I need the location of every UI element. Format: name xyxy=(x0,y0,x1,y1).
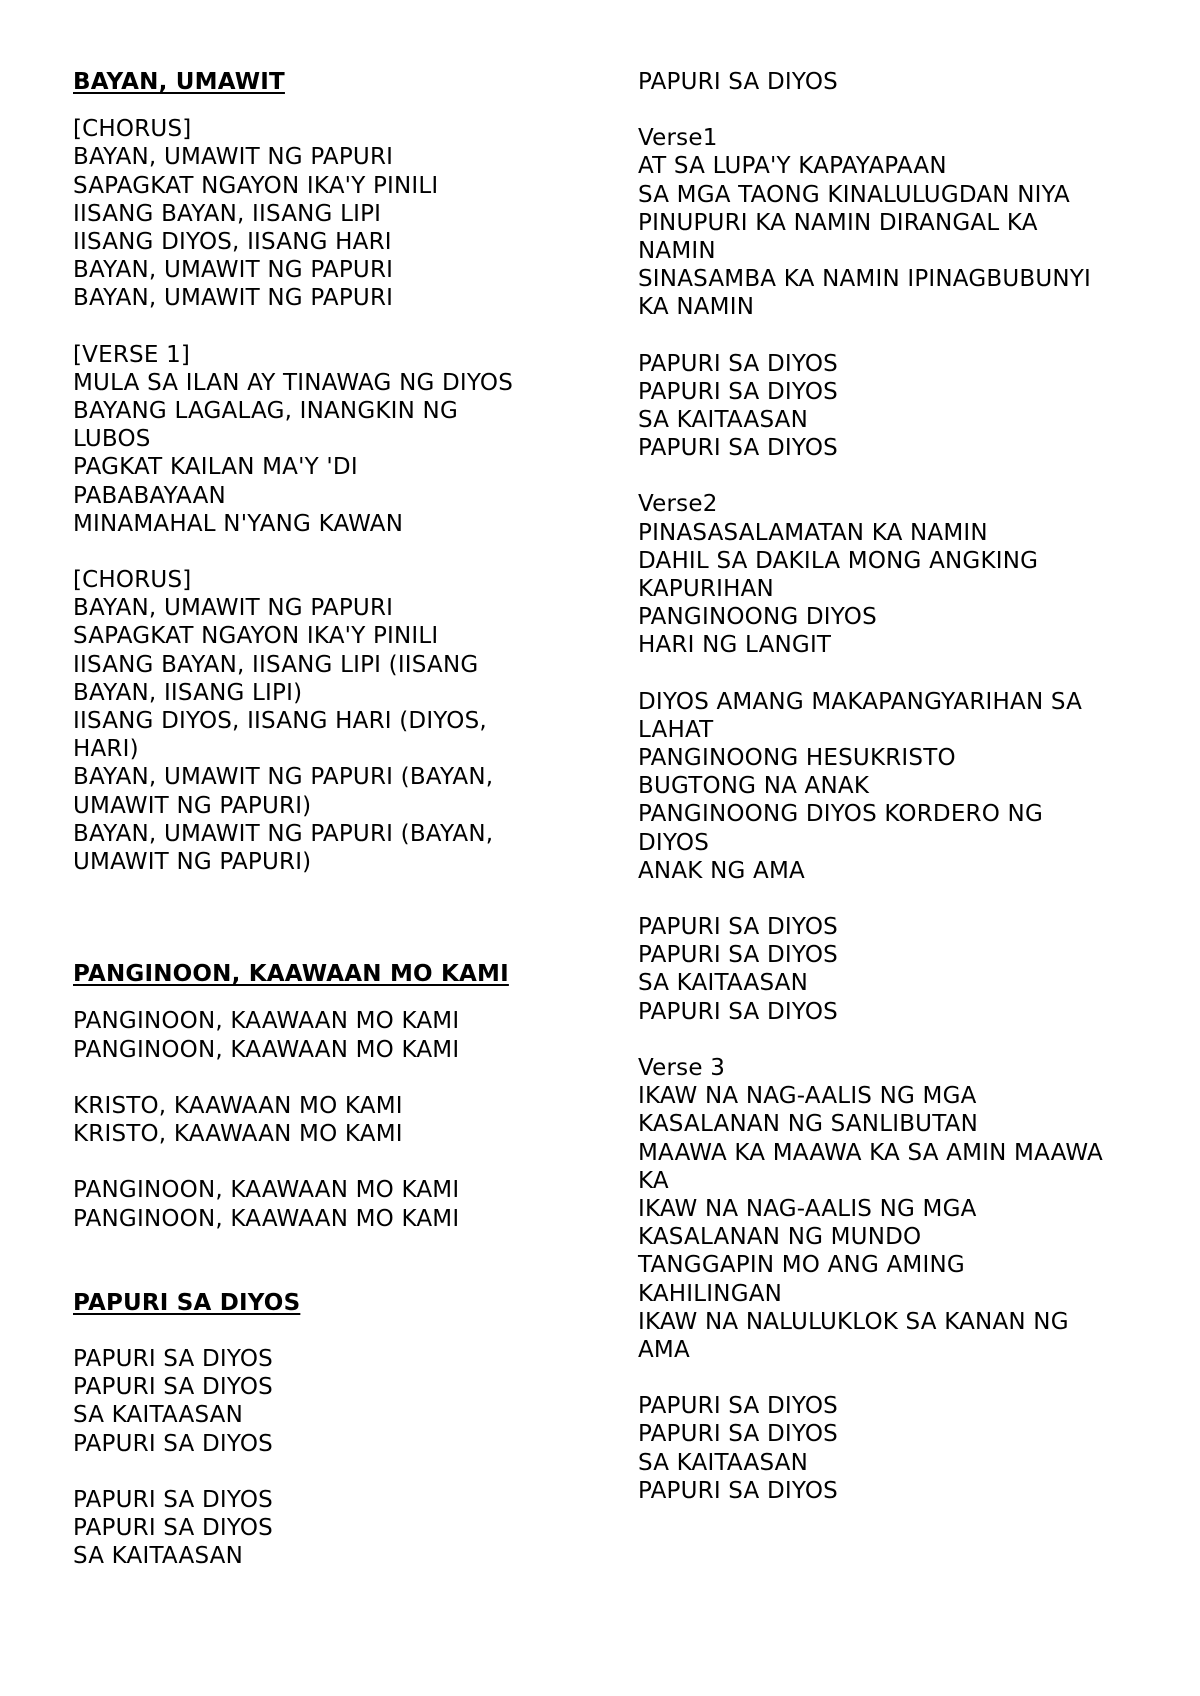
stanza-verse-2b xyxy=(638,688,1158,885)
lyric-line: DIYOS AMANG MAKAPANGYARIHAN SA xyxy=(638,688,1083,715)
lyric-line: PAPURI SA DIYOS xyxy=(73,1374,273,1401)
lyric-line: PAPURI SA DIYOS xyxy=(638,1393,838,1420)
stanza-refrain xyxy=(638,350,1158,463)
lyric-line: IISANG BAYAN, IISANG LIPI xyxy=(73,200,382,227)
lyric-line: BAYAN, IISANG LIPI) xyxy=(73,679,303,706)
lyric-line: BAYAN, UMAWIT NG PAPURI (BAYAN, xyxy=(73,764,494,791)
stanza xyxy=(73,1007,593,1063)
stanza-chorus-1 xyxy=(73,115,593,312)
lyric-line: SA KAITAASAN xyxy=(73,1402,244,1429)
lyric-line: UMAWIT NG PAPURI) xyxy=(73,792,312,819)
lyric-line: PAPURI SA DIYOS xyxy=(638,1477,838,1504)
stanza-chorus-2 xyxy=(73,566,593,876)
lyric-line: IISANG DIYOS, IISANG HARI (DIYOS, xyxy=(73,708,487,735)
lyric-line: [CHORUS] xyxy=(73,116,192,143)
song-title-bayan-umawit: BAYAN, UMAWIT xyxy=(73,69,285,95)
lyric-line: PAPURI SA DIYOS xyxy=(638,350,838,377)
lyric-line: BAYAN, UMAWIT NG PAPURI xyxy=(73,595,394,622)
lyric-line: SA KAITAASAN xyxy=(638,407,809,434)
lyric-line: AMA xyxy=(638,1336,690,1363)
lyric-line: BAYAN, UMAWIT NG PAPURI (BAYAN, xyxy=(73,820,494,847)
lyric-line: MINAMAHAL N'YANG KAWAN xyxy=(73,510,404,537)
verse-label: Verse1 xyxy=(638,125,718,152)
verse-label: Verse 3 xyxy=(638,1054,726,1081)
lyric-line: PAPURI SA DIYOS xyxy=(73,1430,273,1457)
stanza xyxy=(73,1176,593,1232)
lyric-line: PABABAYAAN xyxy=(73,482,226,509)
lyric-line: MAAWA KA MAAWA KA SA AMIN MAAWA xyxy=(638,1139,1103,1166)
lyric-line: HARI NG LANGIT xyxy=(638,632,832,659)
lyric-line: SA KAITAASAN xyxy=(73,1543,244,1570)
stanza-refrain xyxy=(638,913,1158,1026)
lyric-line: [CHORUS] xyxy=(73,567,192,594)
lyric-line: PAPURI SA DIYOS xyxy=(638,435,838,462)
lyric-line: PAPURI SA DIYOS xyxy=(73,1345,273,1372)
stanza-refrain xyxy=(638,1392,1158,1505)
lyric-line: KA xyxy=(638,1167,669,1194)
lyric-line: PAPURI SA DIYOS xyxy=(638,378,838,405)
song-title-panginoon-kaawaan: PANGINOON, KAAWAAN MO KAMI xyxy=(73,961,509,988)
lyric-line: SINASAMBA KA NAMIN IPINAGBUBUNYI xyxy=(638,266,1092,293)
lyric-line: SA KAITAASAN xyxy=(638,970,809,997)
lyric-line: IKAW NA NAG-AALIS NG MGA xyxy=(638,1195,977,1222)
lyric-line: TANGGAPIN MO ANG AMING xyxy=(638,1252,965,1279)
verse-label: Verse2 xyxy=(638,491,718,518)
lyric-line: PANGINOONG DIYOS KORDERO NG xyxy=(638,801,1043,828)
lyric-line: PANGINOON, KAAWAAN MO KAMI xyxy=(73,1205,460,1232)
right-column xyxy=(638,68,1158,1505)
lyric-line: NAMIN xyxy=(638,238,716,265)
stanza-verse-1 xyxy=(73,341,593,538)
lyric-line: PAPURI SA DIYOS xyxy=(638,998,838,1025)
lyric-line: KRISTO, KAAWAAN MO KAMI xyxy=(73,1092,403,1119)
lyric-line: KASALANAN NG SANLIBUTAN xyxy=(638,1111,979,1138)
lyric-line: PAPURI SA DIYOS xyxy=(73,1486,273,1513)
lyric-line: PINUPURI KA NAMIN DIRANGAL KA xyxy=(638,209,1038,236)
stanza xyxy=(73,1486,593,1571)
lyric-line: IKAW NA NAG-AALIS NG MGA xyxy=(638,1083,977,1110)
lyric-line: PANGINOON, KAAWAAN MO KAMI xyxy=(73,1008,460,1035)
lyric-line: DIYOS xyxy=(638,829,709,856)
left-column xyxy=(73,68,593,1570)
lyric-line: SA KAITAASAN xyxy=(638,1449,809,1476)
lyric-line: [VERSE 1] xyxy=(73,341,191,368)
stanza-verse-2 xyxy=(638,490,1158,659)
lyric-line: UMAWIT NG PAPURI) xyxy=(73,849,312,876)
lyric-line: PAPURI SA DIYOS xyxy=(638,1421,838,1448)
lyric-line: KAHILINGAN xyxy=(638,1280,783,1307)
lyric-line: BAYAN, UMAWIT NG PAPURI xyxy=(73,144,394,171)
stanza-verse-1 xyxy=(638,124,1158,321)
lyric-line: SAPAGKAT NGAYON IKA'Y PINILI xyxy=(73,172,439,199)
stanza-verse-3 xyxy=(638,1054,1158,1364)
lyric-line: KRISTO, KAAWAAN MO KAMI xyxy=(73,1121,403,1148)
lyric-line: HARI) xyxy=(73,736,139,763)
lyric-line: IISANG BAYAN, IISANG LIPI (IISANG xyxy=(73,651,479,678)
lyric-line: BAYANG LAGALAG, INANGKIN NG xyxy=(73,398,458,425)
lyric-line: SA MGA TAONG KINALULUGDAN NIYA xyxy=(638,181,1070,208)
lyric-line: AT SA LUPA'Y KAPAYAPAAN xyxy=(638,153,947,180)
song-title-papuri-sa-diyos: PAPURI SA DIYOS xyxy=(73,1289,301,1316)
lyric-line: IKAW NA NALULUKLOK SA KANAN NG xyxy=(638,1308,1069,1335)
lyric-line: BAYAN, UMAWIT NG PAPURI xyxy=(73,285,394,312)
lyric-line: PAPURI SA DIYOS xyxy=(638,942,838,969)
lyric-line: LAHAT xyxy=(638,716,714,743)
lyric-line: PANGINOON, KAAWAAN MO KAMI xyxy=(73,1177,460,1204)
lyric-line: PANGINOONG DIYOS xyxy=(638,604,877,631)
lyric-line: PAPURI SA DIYOS xyxy=(73,1514,273,1541)
lyric-line: PAPURI SA DIYOS xyxy=(638,914,838,941)
stanza xyxy=(73,1345,593,1458)
lyric-line: SAPAGKAT NGAYON IKA'Y PINILI xyxy=(73,623,439,650)
lyric-line: PANGINOONG HESUKRISTO xyxy=(638,745,956,772)
lyric-line: IISANG DIYOS, IISANG HARI xyxy=(73,229,392,256)
lyric-line: KASALANAN NG MUNDO xyxy=(638,1224,922,1251)
lyric-line: PANGINOON, KAAWAAN MO KAMI xyxy=(73,1036,460,1063)
lyric-line: DAHIL SA DAKILA MONG ANGKING xyxy=(638,547,1039,574)
lyric-line: KAPURIHAN xyxy=(638,576,774,603)
lyric-line: MULA SA ILAN AY TINAWAG NG DIYOS xyxy=(73,369,514,396)
lyric-line: LUBOS xyxy=(73,426,151,453)
lyric-line: KA NAMIN xyxy=(638,294,755,321)
lyric-line: PAPURI SA DIYOS xyxy=(638,69,838,95)
lyric-line: ANAK NG AMA xyxy=(638,857,805,884)
stanza xyxy=(73,1092,593,1148)
lyric-line: BUGTONG NA ANAK xyxy=(638,773,870,800)
lyric-line: BAYAN, UMAWIT NG PAPURI xyxy=(73,257,394,284)
lyric-line: PINASASALAMATAN KA NAMIN xyxy=(638,519,988,546)
lyric-line: PAGKAT KAILAN MA'Y 'DI xyxy=(73,454,358,481)
